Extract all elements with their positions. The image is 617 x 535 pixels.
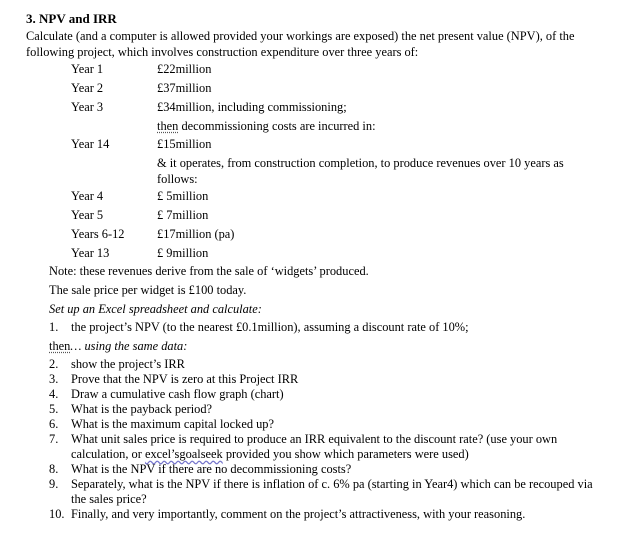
construction-year-1: Year 1: [71, 62, 104, 76]
list-item: [49, 372, 609, 387]
task-number: 7.: [49, 432, 59, 446]
task-text: What unit sales price is required to produce an IRR equivalent to the discount rate? (use your own calculation, or: [71, 432, 558, 461]
task-number: 8.: [49, 462, 59, 476]
list-item: [49, 417, 609, 432]
list-item: [49, 507, 609, 522]
task-number: 1.: [49, 320, 59, 334]
revenue-years-6-12: Years 6-12: [71, 227, 125, 241]
question-heading: 3. NPV and IRR: [26, 11, 117, 26]
task-text: Separately, what is the NPV if there is inflation of c. 6% pa (starting in Year4) which can be recouped via the sales price?: [71, 477, 593, 506]
task-number: 3.: [49, 372, 59, 386]
then-word: then: [49, 339, 71, 353]
decommission-then-word: then: [157, 119, 179, 133]
revenue-year-13: Year 13: [71, 246, 110, 260]
decommission-intro: [157, 118, 376, 134]
spellcheck-word: excel’sgoalseek: [144, 447, 223, 461]
revenue-intro: & it operates, from construction completion, to produce revenues over 10 years as follows:: [157, 156, 564, 186]
list-item: [49, 432, 609, 462]
revenue-amount-5: £ 7million: [157, 208, 209, 222]
list-item: [49, 357, 609, 372]
construction-amount-3: £34million, including commissioning;: [157, 100, 347, 114]
decommission-amount: £15million: [157, 137, 212, 151]
revenue-amount-4: £ 5million: [157, 189, 209, 203]
list-item: [49, 462, 609, 477]
construction-year-2: Year 2: [71, 81, 104, 95]
list-item: [49, 477, 609, 507]
task-text: Finally, and very importantly, comment on the project’s attractiveness, with your reasoning.: [71, 507, 526, 521]
construction-amount-2: £37million: [157, 81, 212, 95]
task-number: 6.: [49, 417, 59, 431]
decommission-intro-rest: decommissioning costs are incurred in:: [178, 119, 376, 133]
note-revenues: Note: these revenues derive from the sale of ‘widgets’ produced.: [49, 264, 369, 278]
task-number: 10.: [49, 507, 65, 521]
decommission-year: Year 14: [71, 137, 110, 151]
list-item: [49, 402, 609, 417]
construction-year-3: Year 3: [71, 100, 104, 114]
task-text: What is the maximum capital locked up?: [71, 417, 275, 431]
revenue-year-4: Year 4: [71, 189, 104, 203]
task-number: 9.: [49, 477, 59, 491]
note-sale-price: The sale price per widget is £100 today.: [49, 283, 247, 297]
list-item: [49, 387, 609, 402]
revenue-amount-13: £ 9million: [157, 246, 209, 260]
revenue-year-5: Year 5: [71, 208, 104, 222]
then-rest: … using the same data:: [70, 339, 188, 353]
task-text: What is the NPV if there are no decommissioning costs?: [71, 462, 352, 476]
task-text: What is the payback period?: [71, 402, 213, 416]
setup-instruction: Set up an Excel spreadsheet and calculate:: [49, 302, 262, 316]
revenue-amount-6-12: £17million (pa): [157, 227, 235, 241]
intro-paragraph: Calculate (and a computer is allowed provided your workings are exposed) the net present value (NPV), of the following project, which involves construction expenditure over three years of:: [26, 29, 575, 59]
task-text: Draw a cumulative cash flow graph (chart): [71, 387, 284, 401]
task-text: the project’s NPV (to the nearest £0.1million), assuming a discount rate of 10%;: [71, 320, 469, 334]
task-item-1: [49, 320, 609, 335]
task-number: 2.: [49, 357, 59, 371]
task-number: 4.: [49, 387, 59, 401]
then-line: [49, 338, 187, 354]
task-text: Prove that the NPV is zero at this Project IRR: [71, 372, 299, 386]
task-item-1-wrapper: [49, 320, 609, 335]
construction-amount-1: £22million: [157, 62, 212, 76]
task-list: [49, 357, 609, 522]
task-text-continued: provided you show which parameters were used): [222, 447, 469, 461]
task-text: show the project’s IRR: [71, 357, 185, 371]
task-number: 5.: [49, 402, 59, 416]
